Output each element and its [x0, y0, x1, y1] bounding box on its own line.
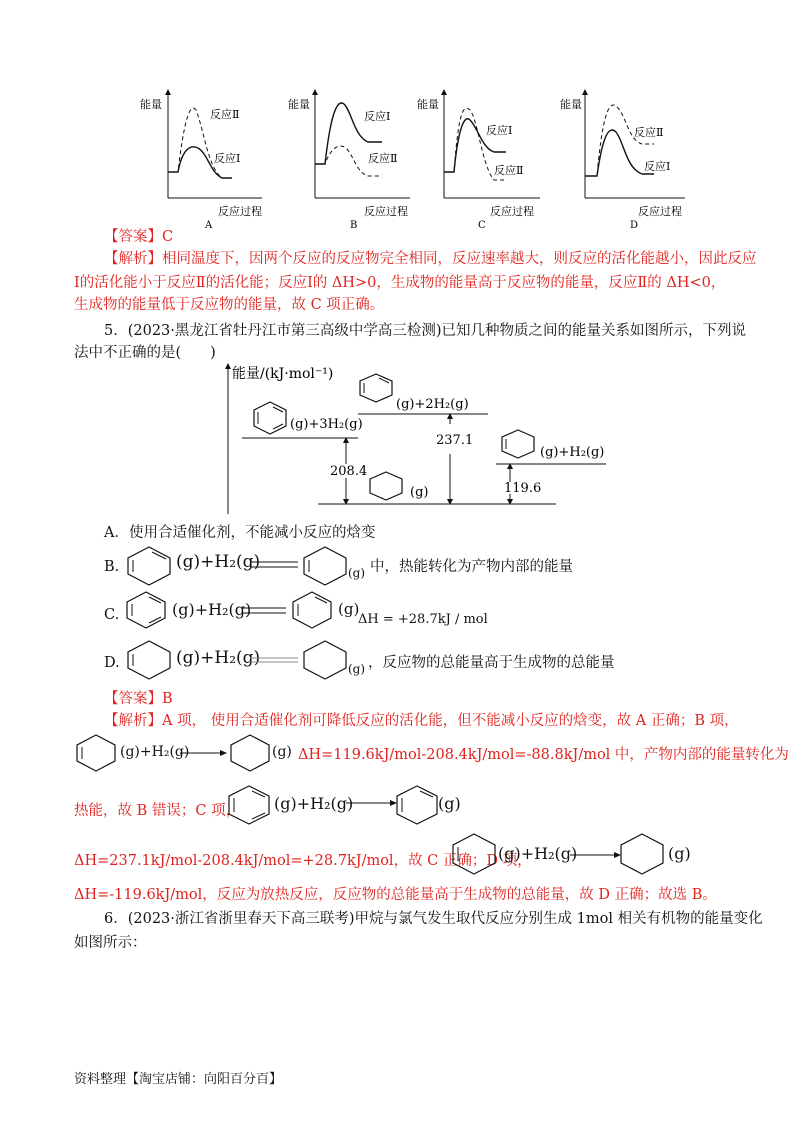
eq3-product-icon [618, 832, 666, 876]
q5-option-b-g: (g) [348, 566, 366, 580]
graph-d [560, 92, 685, 230]
eq1-arrow [180, 748, 228, 758]
q5-energy-diagram [200, 358, 620, 518]
q5-option-c-g: (g) [338, 600, 360, 618]
eq2-arrow [346, 798, 398, 808]
q4-analysis-line3: 生成物的能量低于反应物的能量，故 C 项正确。 [74, 297, 385, 313]
graph-c-xlabel: 反应过程 [490, 205, 534, 218]
graph-c-ylabel: 能量 [417, 98, 439, 111]
graph-b-r1: 反应Ⅰ [364, 110, 391, 123]
eq3-mid: (g)+H₂(g) [498, 844, 578, 863]
cyclohexene-structure [502, 430, 534, 458]
eq1-mid: (g)+H₂(g) [120, 744, 190, 760]
q5-diagram-ylabel: 能量/(kJ·mol⁻¹) [232, 366, 334, 382]
q5-value-208: 208.4 [330, 464, 368, 479]
eq2-mid: (g)+H₂(g) [274, 794, 354, 813]
q5-option-b-reactant-icon [124, 544, 174, 586]
graph-a [140, 92, 262, 230]
eq1-product-icon [228, 733, 272, 773]
q5-analysis-line3-head: 热能，故 B 错误；C 项， [74, 803, 241, 819]
q5-cyclohexadiene-label: (g)+2H₂(g) [396, 397, 469, 412]
graph-d-xlabel: 反应过程 [638, 205, 682, 218]
q5-value-237: 237.1 [436, 433, 474, 448]
q5-analysis-line1 [104, 710, 739, 732]
eq3-arrow [570, 850, 622, 860]
graph-d-ylabel: 能量 [560, 98, 582, 111]
q5-analysis-tag: 【解析】 [104, 713, 162, 729]
q5-option-b-arrow [250, 560, 300, 570]
q5-analysis-line4-head: ΔH=237.1kJ/mol-208.4kJ/mol=+28.7kJ/mol，故 C 正确；D 项， [74, 853, 532, 869]
q4-graphs [0, 80, 800, 230]
eq1-tail: ΔH=119.6kJ/mol-208.4kJ/mol=-88.8kJ/mol 中，产物内部的能量转化为 [298, 747, 789, 763]
graph-b-xlabel: 反应过程 [364, 205, 408, 218]
q5-option-b-letter: B. [104, 559, 120, 575]
graph-c [417, 92, 540, 230]
q5-option-c-tail: ΔH = +28.7kJ / mol [358, 612, 488, 627]
benzene-structure [254, 402, 286, 434]
q5-value-119: 119.6 [504, 481, 542, 496]
graph-a-letter: A [205, 220, 213, 230]
graph-b-r2: 反应Ⅱ [368, 152, 398, 165]
q4-analysis-text1: 相同温度下，因两个反应的反应物完全相同，反应速率越大，则反应的活化能越小，因此反应 [162, 251, 757, 267]
eq2-reactant-icon [226, 784, 272, 826]
q5-option-d-letter: D. [104, 655, 120, 671]
q5-cyclohexane-label: (g) [410, 485, 429, 500]
graph-b-ylabel: 能量 [288, 98, 310, 111]
q5-option-c-arrow [242, 606, 288, 616]
q5-option-a: A．使用合适催化剂，不能减小反应的焓变 [104, 525, 376, 541]
graph-b [288, 92, 410, 230]
q4-answer: 【答案】C [104, 229, 174, 245]
q4-analysis-tag: 【解析】 [104, 251, 162, 267]
graph-a-r1: 反应Ⅱ [210, 108, 240, 121]
graph-c-r2: 反应Ⅱ [494, 164, 524, 177]
q5-option-c-product-icon [290, 590, 334, 630]
q5-analysis-line5: ΔH=-119.6kJ/mol，反应为放热反应，反应物的总能量高于生成物的总能量，故 D 正确；故选 B。 [74, 887, 717, 903]
q5-option-b-tail: 中，热能转化为产物内部的能量 [370, 559, 573, 575]
q5-stem-line2: 法中不正确的是( ) [74, 345, 216, 361]
q6-stem-line2: 如图所示： [74, 935, 147, 951]
q5-stem-line1: 5．(2023·黑龙江省牡丹江市第三高级中学高三检测)已知几种物质之间的能量关系如图所示，下列说 [104, 323, 747, 339]
q5-option-d-mid: (g)+H₂(g) [176, 648, 261, 668]
cyclohexadiene-structure [360, 374, 392, 402]
q4-analysis-line2: Ⅰ的活化能小于反应Ⅱ的活化能；反应Ⅰ的 ΔH>0，生成物的能量高于反应物的能量，反应Ⅱ的 ΔH<0， [74, 275, 726, 291]
cyclohexane-structure [370, 472, 402, 500]
q5-option-c-reactant-icon [124, 590, 168, 630]
q5-cyclohexene-label: (g)+H₂(g) [540, 445, 605, 460]
q5-option-d-arrow [250, 656, 300, 666]
q5-option-b-mid: (g)+H₂(g) [176, 552, 261, 572]
eq1-g: (g) [272, 744, 292, 760]
q5-option-c-mid: (g)+H₂(g) [172, 600, 252, 619]
eq2-g: (g) [438, 794, 461, 813]
eq3-g: (g) [668, 844, 691, 863]
q5-option-d-tail: ，反应物的总能量高于生成物的总能量 [368, 655, 615, 671]
q5-option-d-g: (g) [348, 662, 366, 676]
q5-option-c-letter: C. [104, 607, 120, 623]
graph-a-ylabel: 能量 [140, 98, 162, 111]
graph-d-letter: D [630, 220, 639, 230]
eq3-reactant-icon [450, 832, 498, 876]
q5-option-d-product-icon [300, 638, 350, 682]
graph-b-letter: B [350, 220, 358, 230]
q6-stem-line1: 6．(2023·浙江省浙里春天下高三联考)甲烷与氯气发生取代反应分别生成 1mol 相关有机物的能量变化 [104, 911, 763, 927]
q5-benzene-label: (g)+3H₂(g) [290, 417, 363, 432]
q5-option-b-product-icon [300, 544, 350, 586]
q5-option-d-reactant-icon [124, 638, 174, 682]
graph-d-r1: 反应Ⅱ [634, 126, 664, 139]
q4-analysis-line1 [104, 248, 757, 270]
graph-a-xlabel: 反应过程 [218, 205, 262, 218]
graph-c-r1: 反应Ⅰ [486, 124, 513, 137]
page-footer: 资料整理【淘宝店铺：向阳百分百】 [74, 1072, 283, 1087]
graph-d-r2: 反应Ⅰ [644, 160, 671, 173]
q5-analysis-text1: A 项， 使用合适催化剂可降低反应的活化能，但不能减小反应的焓变，故 A 正确；B 项， [162, 713, 739, 729]
graph-a-r2: 反应Ⅰ [214, 152, 241, 165]
eq2-product-icon [394, 784, 440, 826]
eq1-reactant-icon [74, 733, 118, 773]
q5-answer: 【答案】B [104, 691, 173, 707]
graph-c-letter: C [478, 220, 486, 230]
